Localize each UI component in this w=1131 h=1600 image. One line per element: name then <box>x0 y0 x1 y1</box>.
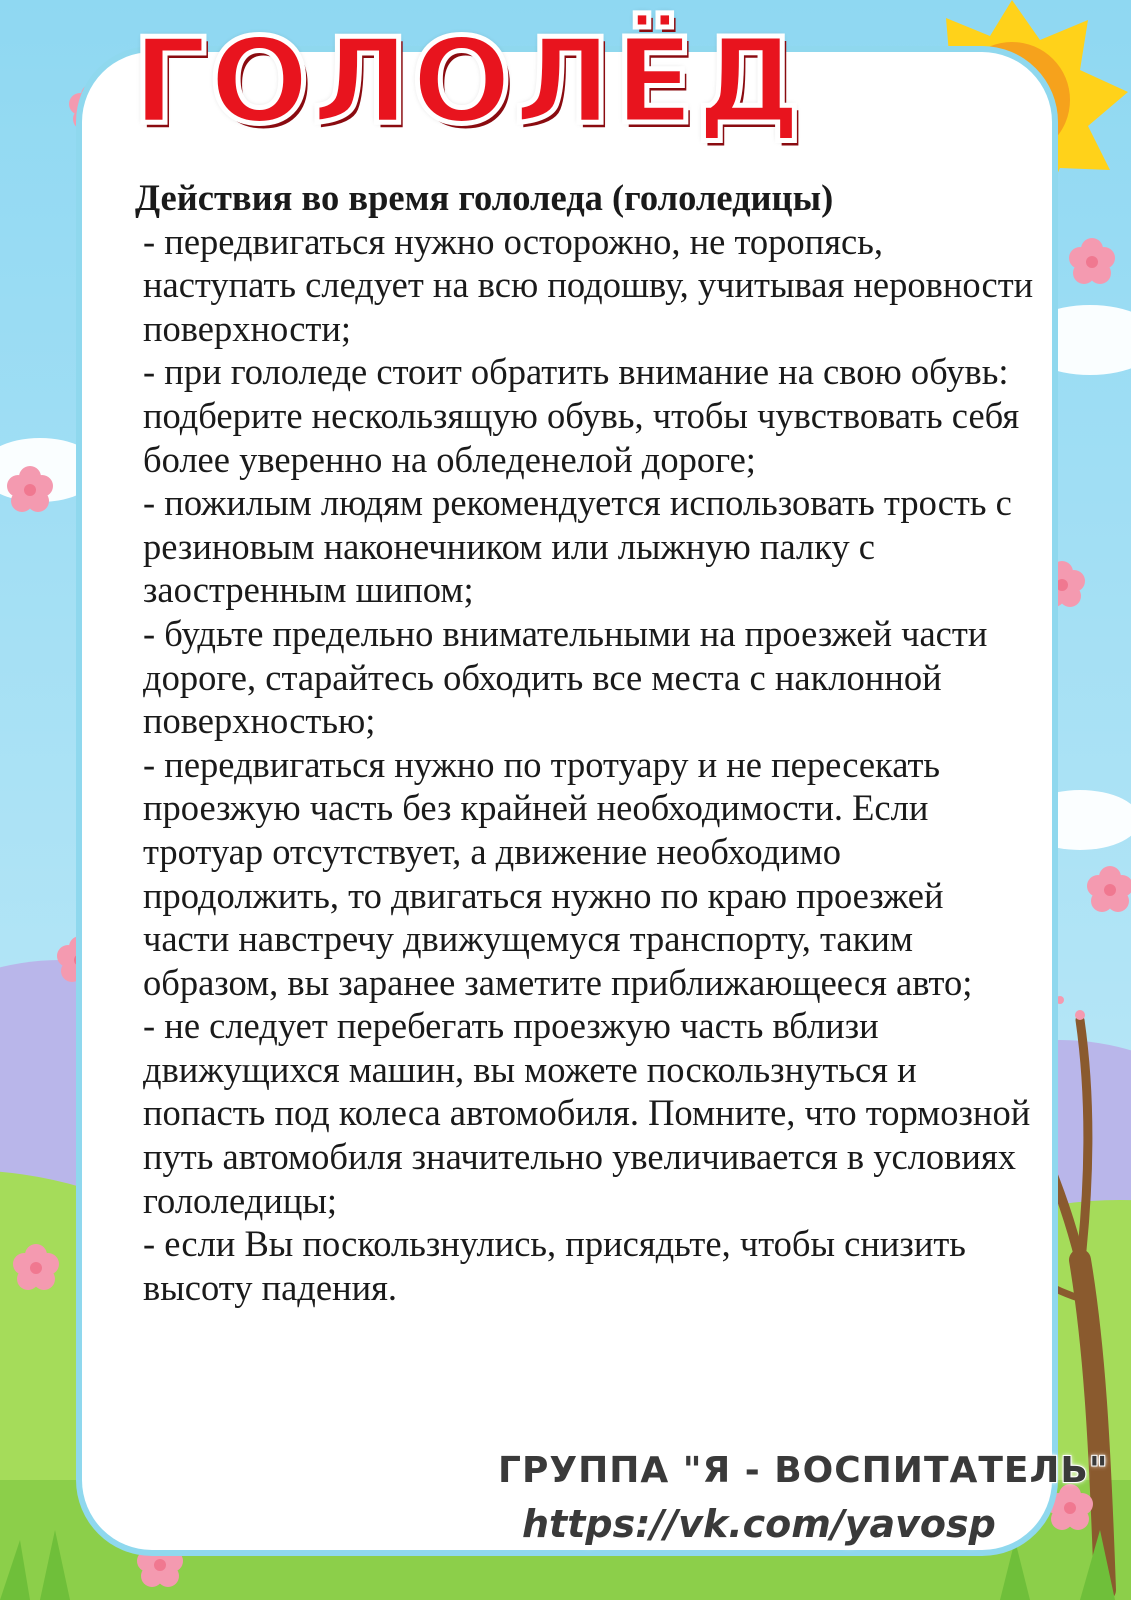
list-item: - если Вы поскользнулись, присядьте, чтобы снизить высоту падения. <box>143 1223 966 1308</box>
list-item: - при гололеде стоит обратить внимание на свою обувь: подберите нескользящую обувь, чтобы чувствовать себя более уверенно на обледенелой дороге; <box>143 351 1020 480</box>
page-title: ГОЛОЛЁД <box>132 12 804 150</box>
list-item: - пожилым людям рекомендуется использовать трость с резиновым наконечником или лыжную палку с заостренным шипом; <box>143 482 1012 611</box>
group-caption: ГРУППА "Я - ВОСПИТАТЕЛЬ" <box>498 1450 1109 1491</box>
list-item: - передвигаться нужно осторожно, не торопясь, наступать следует на всю подошву, учитывая неровности поверхности; <box>143 220 1034 349</box>
article-body <box>135 176 1035 1309</box>
group-link[interactable]: https://vk.com/yavosp <box>522 1502 996 1546</box>
list-item: - передвигаться нужно по тротуару и не пересекать проезжую часть без крайней необходимости. Если тротуар отсутствует, а движение необходимо продолжить, то двигаться нужно по краю проезжей части навстречу движущемуся транспорту, таким образом, вы заранее заметите приближающееся авто; <box>143 743 973 1003</box>
list-item: - будьте предельно внимательными на проезжей части дороге, старайтесь обходить все места с наклонной поверхностью; <box>143 612 988 742</box>
list-item: - не следует перебегать проезжую часть вблизи движущихся машин, вы можете поскользнуться и попасть под колеса автомобиля. Помните, что тормозной путь автомобиля значительно увеличивается в условиях гололедицы; <box>143 1005 1031 1221</box>
article-heading: Действия во время гололеда (гололедицы) <box>135 177 834 218</box>
